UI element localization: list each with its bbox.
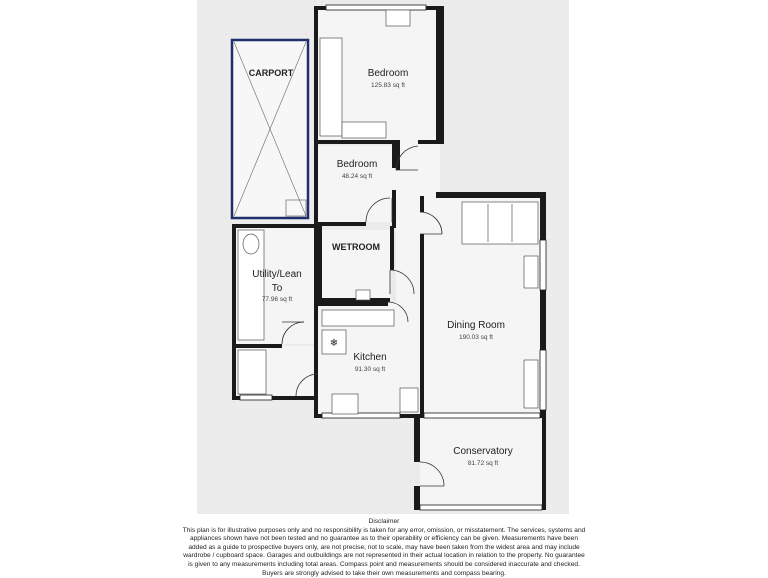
disclaimer-line: This plan is for illustrative purposes only and no responsibility is taken for any error, omission, or misstatement. The services, systems and: [182, 526, 586, 534]
room-name: Conservatory: [453, 446, 513, 457]
disclaimer-title: Disclaimer: [368, 518, 400, 525]
carport: [232, 40, 308, 218]
room-name: To: [271, 283, 283, 294]
room-area: 91.30 sq ft: [354, 366, 386, 373]
wetroom-label: WETROOM: [332, 242, 380, 252]
carport-label: CARPORT: [248, 68, 294, 78]
room-name: Bedroom: [367, 68, 409, 79]
room-area: 125.83 sq ft: [371, 82, 405, 89]
room-name: Dining Room: [447, 320, 505, 331]
room-area: 48.24 sq ft: [341, 173, 373, 180]
disclaimer-line: Buyers are strongly advised to take their own measurements and compass bearing.: [262, 569, 506, 577]
room-name: Kitchen: [353, 352, 387, 363]
disclaimer-line: is given to any measurements including total areas. Compass point and measurements should be considered inaccurate and checked.: [188, 560, 580, 568]
disclaimer-line: added as a guide to prospective buyers only, are not precise, not to scale, may have been taken from the widest area and may include: [188, 543, 580, 551]
hob-icon: ❄: [329, 338, 339, 349]
room-name: Bedroom: [336, 159, 378, 170]
room-area: 190.03 sq ft: [459, 334, 493, 341]
room-area: 77.96 sq ft: [261, 296, 293, 303]
disclaimer-line: appliances shown have not been tested and no guarantee as to their operability or efficiency can be given. Measurements have been: [189, 535, 579, 543]
room-area: 81.72 sq ft: [467, 460, 499, 467]
disclaimer: [168, 518, 600, 576]
room-name: Utility/Lean: [252, 269, 302, 280]
disclaimer-line: wardrobe / cupboard space. Garages and outbuildings are not represented in their actual location in relation to the property. No guarantee: [183, 552, 585, 560]
